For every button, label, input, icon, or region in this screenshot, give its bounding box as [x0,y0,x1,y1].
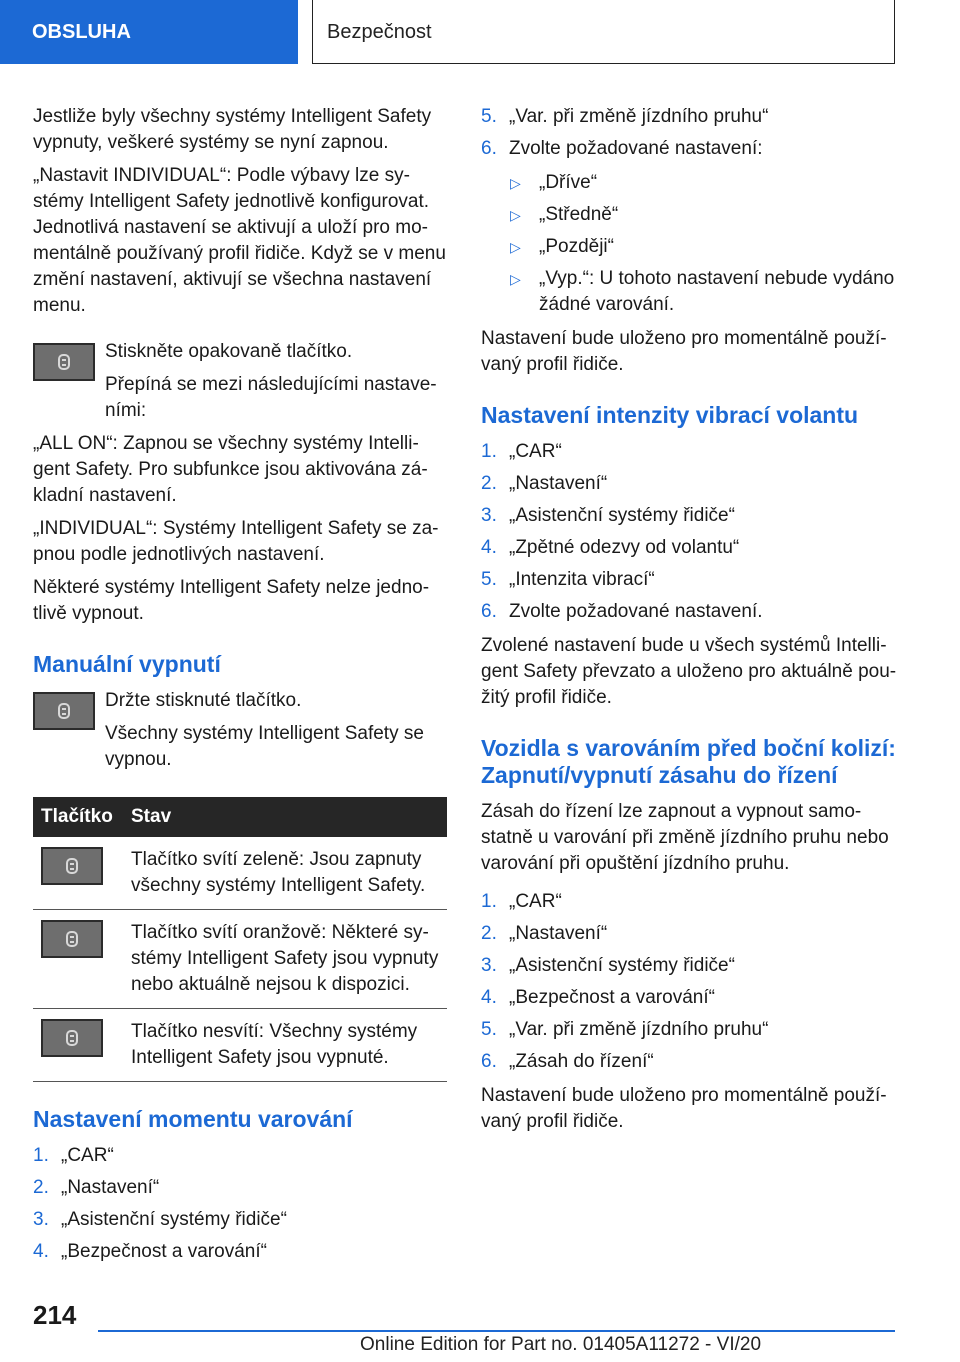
table-header-button: Tlačítko [33,797,123,837]
status-cell: Tlačítko svítí zeleně: Jsou zapnuty všechny systémy Intelligent Safety. [123,837,447,910]
list-item: 6. Zvolte požadované nastavení. [481,601,763,622]
edition-note: Online Edition for Part no. 01405A11272 - VI/20 [360,1334,762,1355]
page-number: 214 [33,1300,77,1330]
steps-list [481,439,897,625]
heading-side-collision: Vozidla s varováním před boční kolizí: Zapnutí/vypnutí zásahu do řízení [481,735,896,788]
section-tab [0,0,298,64]
instruction-text: Všechny systémy Intelligent Safety se vypnou. [105,723,424,770]
status-cell: Tlačítko nesvítí: Všechny systémy Intelligent Safety jsou vypnuté. [123,1009,447,1082]
paragraph: Zásah do řízení lze zapnout a vypnout samostatně u varování při změně jízdního pruhu nebo varování při opuštění jízdního pruhu. [481,801,889,874]
list-item: 3. „Asistenční systémy řidiče“ [33,1209,287,1230]
heading-vibration: Nastavení intenzity vibrací volantu [481,402,859,428]
instruction-text: Držte stisknuté tlačítko. [105,690,302,711]
steps-list [481,104,897,162]
triangle-bullet-icon: ▷ [510,239,521,255]
list-item: 3. „Asistenční systémy řidiče“ [481,505,735,526]
triangle-bullet-icon: ▷ [510,271,521,287]
list-item: 1. „CAR“ [33,1145,114,1166]
table-row [33,837,447,910]
section-title: OBSLUHA [32,21,131,43]
list-item: 4. „Bezpečnost a varování“ [33,1241,267,1262]
paragraph: Jestliže byly všechny systémy Intelligent Safety vypnuty, veškeré systémy se nyní zapnou. [33,106,432,153]
list-item: 2. „Nastavení“ [33,1177,160,1198]
option-item: ▷ „Později“ [481,234,897,260]
list-item: 5. „Intenzita vibrací“ [481,569,655,590]
list-item: 2. „Nastavení“ [481,923,608,944]
paragraph: Nastavení bude uloženo pro momentálně používaný profil řidiče. [481,328,887,375]
list-item: 1. „CAR“ [481,891,562,912]
table-row [33,1009,447,1082]
list-item: 4. „Bezpečnost a varování“ [481,987,715,1008]
steps-list [33,1143,449,1265]
list-item: 6. „Zásah do řízení“ [481,1051,654,1072]
heading-warning-timing: Nastavení momentu varování [33,1106,353,1132]
paragraph: Zvolené nastavení bude u všech systémů Intelligent Safety převzato a uloženo pro aktuálně použitý profil řidiče. [481,635,897,708]
instruction-text: Přepíná se mezi následujícími nastaveními: [105,374,437,421]
right-column [481,104,897,1142]
paragraph: „INDIVIDUAL“: Systémy Intelligent Safety se zapnou podle jednotlivých nastavení. [33,518,439,565]
steps-list [481,889,897,1075]
intelligent-safety-button-icon [41,1019,103,1057]
triangle-bullet-icon: ▷ [510,175,521,191]
intelligent-safety-button-icon [33,692,95,730]
list-item: 5. „Var. při změně jízdního pruhu“ [481,106,769,127]
table-header-status: Stav [123,797,447,837]
button-status-table [33,797,447,1082]
options-list [481,170,897,318]
list-item: 2. „Nastavení“ [481,473,608,494]
option-item: ▷ „Dříve“ [481,170,897,196]
list-item: 5. „Var. při změně jízdního pruhu“ [481,1019,769,1040]
intelligent-safety-button-icon [41,847,103,885]
chapter-tab [312,0,895,64]
paragraph: „ALL ON“: Zapnou se všechny systémy Intelligent Safety. Pro subfunkce jsou aktivována základní nastavení. [33,433,428,506]
list-item: 1. „CAR“ [481,441,562,462]
intelligent-safety-button-icon [33,343,95,381]
intelligent-safety-button-icon [41,920,103,958]
list-item: 3. „Asistenční systémy řidiče“ [481,955,735,976]
table-row [33,910,447,1009]
paragraph: „Nastavit INDIVIDUAL“: Podle výbavy lze systémy Intelligent Safety jednotlivě konfigurovat. Jednotlivá nastavení se aktivují a uloží pro momentálně používaný profil řidiče. Když se v menu změní nastavení, aktivují se všechna nastavení menu. [33,165,446,316]
status-cell: Tlačítko svítí oranžově: Některé systémy Intelligent Safety jsou vypnuty nebo aktuálně nejsou k dispozici. [123,910,447,1009]
instruction-text: Stiskněte opakovaně tlačítko. [105,341,353,362]
button-instruction [33,688,449,773]
list-item: 4. „Zpětné odezvy od volantu“ [481,537,740,558]
triangle-bullet-icon: ▷ [510,207,521,223]
button-instruction [33,339,449,424]
left-column [33,104,449,1273]
option-item: ▷ „Vyp.“: U tohoto nastavení nebude vydáno žádné varování. [510,268,895,315]
list-item: 6. Zvolte požadované nastavení: [481,138,763,159]
heading-manual-off: Manuální vypnutí [33,651,221,677]
paragraph: Některé systémy Intelligent Safety nelze jednotlivě vypnout. [33,577,430,624]
chapter-title: Bezpečnost [327,20,432,43]
paragraph: Nastavení bude uloženo pro momentálně používaný profil řidiče. [481,1085,887,1132]
option-item: ▷ „Středně“ [481,202,897,228]
